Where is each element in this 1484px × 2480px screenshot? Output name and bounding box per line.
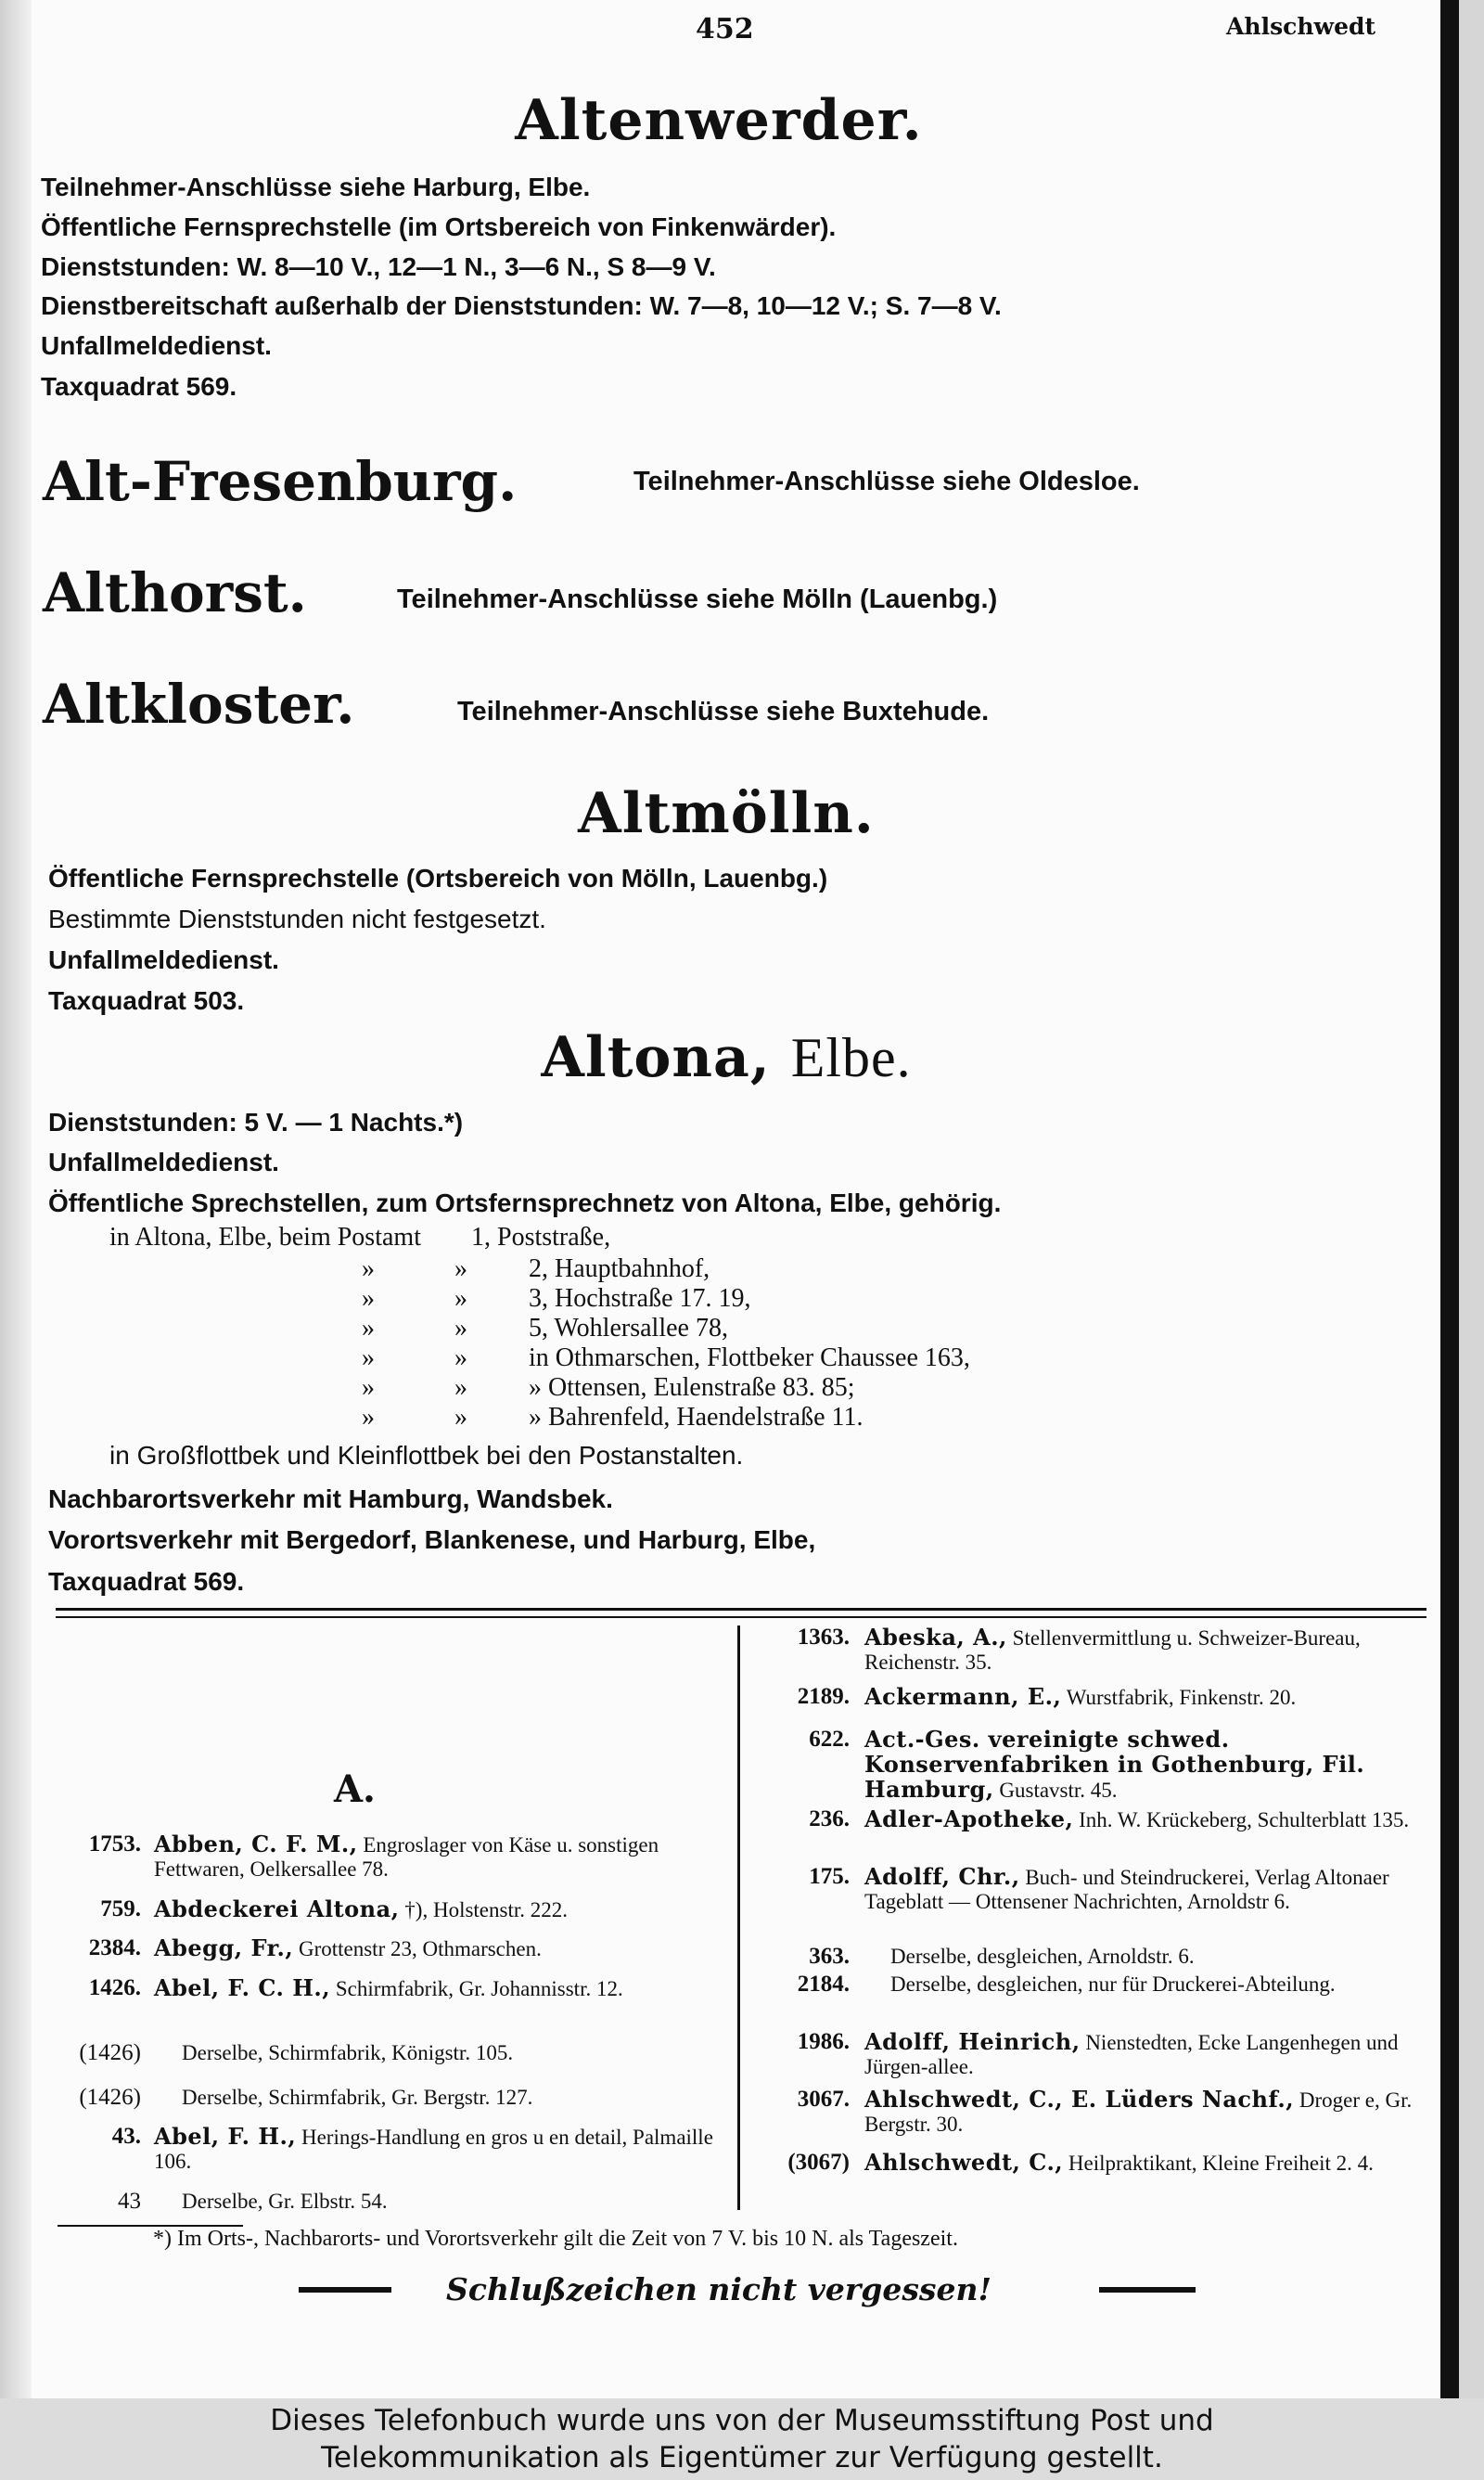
entry-details: Herings-Handlung en gros u en detail, Palmaille 106.	[154, 2126, 713, 2173]
entry-details: Stellenvermittlung u. Schweizer-Bureau, Reichenstr. 35.	[864, 1626, 1361, 1674]
entry-number: 2189.	[797, 1684, 850, 1709]
ditto-mark: »	[362, 1403, 375, 1432]
altona-sub-6	[362, 1403, 864, 1433]
altona-sub-5	[362, 1373, 854, 1403]
entry-number: 43.	[111, 2124, 141, 2149]
entry-number: 759.	[100, 1896, 141, 1921]
page-right-edge	[1459, 0, 1484, 2398]
entry-number: 3067.	[797, 2087, 850, 2112]
reminder-text: Schlußzeichen nicht vergessen!	[446, 2271, 991, 2307]
entry-details: Derselbe, Gr. Elbstr. 54.	[182, 2190, 388, 2213]
entry-name: Adolff, Heinrich,	[864, 2028, 1081, 2055]
entry-number: 1986.	[797, 2029, 850, 2054]
entry-name: Abdeckerei Altona,	[154, 1895, 400, 1922]
altenwerder-line-2: Öffentliche Fernsprechstelle (im Ortsbereich von Finkenwärder).	[41, 212, 837, 241]
entry-number: 1753.	[88, 1831, 141, 1857]
altona-line-1: Dienststunden: 5 V. — 1 Nachts.*)	[48, 1108, 464, 1137]
altenwerder-line-3: Dienststunden: W. 8—10 V., 12—1 N., 3—6 N., S 8—9 V.	[41, 252, 716, 281]
ditto-mark: »	[362, 1284, 375, 1313]
altona-line-3: Öffentliche Sprechstellen, zum Ortsfernsprechnetz von Altona, Elbe, gehörig.	[48, 1189, 1002, 1217]
altona-line-5: Nachbarortsverkehr mit Hamburg, Wandsbek.	[48, 1484, 613, 1513]
altona-title-suffix: Elbe.	[790, 1027, 912, 1088]
altmoelln-line-2: Bestimmte Dienststunden nicht festgesetzt.	[48, 905, 546, 933]
ditto-mark: »	[454, 1284, 467, 1313]
altona-sub-1	[362, 1254, 710, 1284]
altenwerder-line-6: Taxquadrat 569.	[41, 372, 237, 401]
double-rule-top	[56, 1608, 1426, 1611]
ditto-mark: »	[454, 1373, 467, 1402]
entry-details: †), Holstenstr. 222.	[404, 1898, 568, 1921]
ditto-mark: »	[454, 1314, 467, 1343]
entry-number: 1426.	[88, 1975, 141, 2000]
altkloster-note: Teilnehmer-Anschlüsse siehe Buxtehude.	[457, 697, 990, 726]
altmoelln-line-1: Öffentliche Fernsprechstelle (Ortsbereich von Mölln, Lauenbg.)	[48, 864, 828, 893]
entry-details: Buch- und Steindruckerei, Verlag Altonaer Tageblatt — Ottensener Nachrichten, Arnoldstr 6.	[864, 1866, 1389, 1913]
althorst-note: Teilnehmer-Anschlüsse siehe Mölln (Lauenbg.)	[397, 585, 998, 614]
entry-details: Wurstfabrik, Finkenstr. 20.	[1066, 1686, 1297, 1709]
altona-sub-2	[362, 1284, 751, 1314]
altona-sub-3	[362, 1314, 728, 1343]
entry-details: Schirmfabrik, Gr. Johannisstr. 12.	[335, 1977, 623, 2000]
entry-number: 2184.	[797, 1972, 850, 1997]
altenwerder-line-1: Teilnehmer-Anschlüsse siehe Harburg, Elbe.	[41, 173, 591, 201]
altona-sub-1-text: 2, Hauptbahnhof,	[529, 1254, 710, 1283]
entry-number: 236.	[809, 1806, 850, 1831]
entry-number: 363.	[809, 1944, 850, 1969]
ditto-mark: »	[454, 1403, 467, 1432]
book-spine-shadow	[1440, 0, 1459, 2398]
entry-details: Inh. W. Krückeberg, Schulterblatt 135.	[1079, 1808, 1410, 1831]
entry-number: (3067)	[787, 2150, 850, 2175]
ditto-mark: »	[454, 1254, 467, 1283]
entry-name: Abel, F. H.,	[154, 2123, 297, 2150]
page-number: 452	[696, 13, 754, 45]
altenwerder-line-5: Unfallmeldedienst.	[41, 331, 272, 360]
entry-name: Abeska, A.,	[864, 1624, 1007, 1651]
altona-sub-5-text: » Ottensen, Eulenstraße 83. 85;	[529, 1373, 855, 1402]
ditto-mark: »	[362, 1254, 375, 1283]
running-head: Ahlschwedt	[1226, 13, 1375, 40]
entry-details: Derselbe, desgleichen, Arnoldstr. 6.	[890, 1945, 1195, 1968]
heading-altenwerder: Altenwerder.	[515, 88, 923, 153]
heading-altona	[7, 1025, 1445, 1090]
alt-fresenburg-note: Teilnehmer-Anschlüsse siehe Oldesloe.	[633, 467, 1140, 496]
entry-details: Grottenstr 23, Othmarschen.	[298, 1937, 542, 1960]
entry-name: Adolff, Chr.,	[864, 1863, 1020, 1890]
altmoelln-line-4: Taxquadrat 503.	[48, 986, 245, 1015]
double-rule-bottom	[56, 1616, 1426, 1618]
heading-altkloster: Altkloster.	[43, 673, 355, 736]
entry-number: 175.	[809, 1864, 850, 1889]
altona-line-4: in Großflottbek und Kleinflottbek bei den Postanstalten.	[109, 1441, 744, 1470]
entry-name: Abel, F. C. H.,	[154, 1974, 331, 2001]
altona-sub-4	[362, 1343, 970, 1373]
heading-alt-fresenburg: Alt-Fresenburg.	[43, 450, 518, 513]
ditto-mark: »	[362, 1314, 375, 1343]
altona-sub-2-text: 3, Hochstraße 17. 19,	[529, 1284, 751, 1313]
section-letter: A.	[334, 1767, 376, 1811]
notice-line-1: Dieses Telefonbuch wurde uns von der Museumsstiftung Post und	[270, 2404, 1214, 2437]
entry-name: Adler-Apotheke,	[864, 1805, 1074, 1832]
entry-name: Ahlschwedt, C., E. Lüders Nachf.,	[864, 2086, 1295, 2113]
altenwerder-line-4: Dienstbereitschaft außerhalb der Dienststunden: W. 7—8, 10—12 V.; S. 7—8 V.	[41, 291, 1002, 320]
altona-sub-0-text: 1, Poststraße,	[471, 1223, 611, 1252]
altona-line-7: Taxquadrat 569.	[48, 1567, 245, 1596]
ownership-notice	[0, 2398, 1484, 2480]
entry-number: (1426)	[79, 2085, 141, 2110]
entry-details: Droger e, Gr. Bergstr. 30.	[864, 2088, 1413, 2136]
heading-altmoelln: Altmölln.	[578, 781, 875, 846]
ditto-mark: »	[362, 1343, 375, 1372]
altona-sub-0-prefix: in Altona, Elbe, beim Postamt	[109, 1223, 421, 1252]
entry-details: Derselbe, Schirmfabrik, Königstr. 105.	[182, 2041, 514, 2064]
entry-details: Gustavstr. 45.	[999, 1779, 1118, 1802]
heading-althorst: Althorst.	[43, 561, 307, 624]
entry-name: Abegg, Fr.,	[154, 1934, 294, 1961]
altona-line-2: Unfallmeldedienst.	[48, 1148, 279, 1176]
altona-sub-6-text: » Bahrenfeld, Haendelstraße 11.	[529, 1403, 864, 1432]
altona-title: Altona,	[541, 1025, 771, 1090]
altona-line-6: Vorortsverkehr mit Bergedorf, Blankenese, und Harburg, Elbe,	[48, 1525, 816, 1554]
entry-details: Derselbe, Schirmfabrik, Gr. Bergstr. 127.	[182, 2086, 533, 2109]
entry-number: (1426)	[79, 2040, 141, 2065]
entry-number: 1363.	[797, 1625, 850, 1650]
reminder-bar-right	[1099, 2287, 1196, 2293]
entry-number: 43	[118, 2189, 141, 2214]
entry-name: Act.-Ges. vereinigte schwed. Konservenfabriken in Gothenburg, Fil. Hamburg,	[864, 1726, 1365, 1803]
page-left-edge	[0, 0, 32, 2398]
entry-name: Ackermann, E.,	[864, 1683, 1062, 1710]
footnote: *) Im Orts-, Nachbarorts- und Vorortsverkehr gilt die Zeit von 7 V. bis 10 N. als Tageszeit.	[153, 2227, 958, 2251]
altona-sub-4-text: in Othmarschen, Flottbeker Chaussee 163,	[529, 1343, 970, 1372]
altmoelln-line-3: Unfallmeldedienst.	[48, 945, 279, 974]
entry-number: 622.	[809, 1727, 850, 1752]
entry-name: Ahlschwedt, C.,	[864, 2149, 1064, 2176]
entry-details: Derselbe, desgleichen, nur für Druckerei-Abteilung.	[890, 1972, 1336, 1996]
altona-sub-3-text: 5, Wohlersallee 78,	[529, 1314, 728, 1343]
ditto-mark: »	[454, 1343, 467, 1372]
entry-details: Nienstedten, Ecke Langenhegen und Jürgen-allee.	[864, 2031, 1399, 2078]
notice-line-2: Telekommunikation als Eigentümer zur Verfügung gestellt.	[321, 2441, 1163, 2474]
entry-details: Heilpraktikant, Kleine Freiheit 2. 4.	[1068, 2152, 1374, 2175]
ditto-mark: »	[362, 1373, 375, 1402]
altona-sub-0	[109, 1223, 610, 1253]
column-divider	[737, 1625, 740, 2210]
entry-number: 2384.	[88, 1935, 141, 1960]
entry-details: Engroslager von Käse u. sonstigen Fettwaren, Oelkersallee 78.	[154, 1833, 659, 1881]
entry-name: Abben, C. F. M.,	[154, 1831, 358, 1857]
